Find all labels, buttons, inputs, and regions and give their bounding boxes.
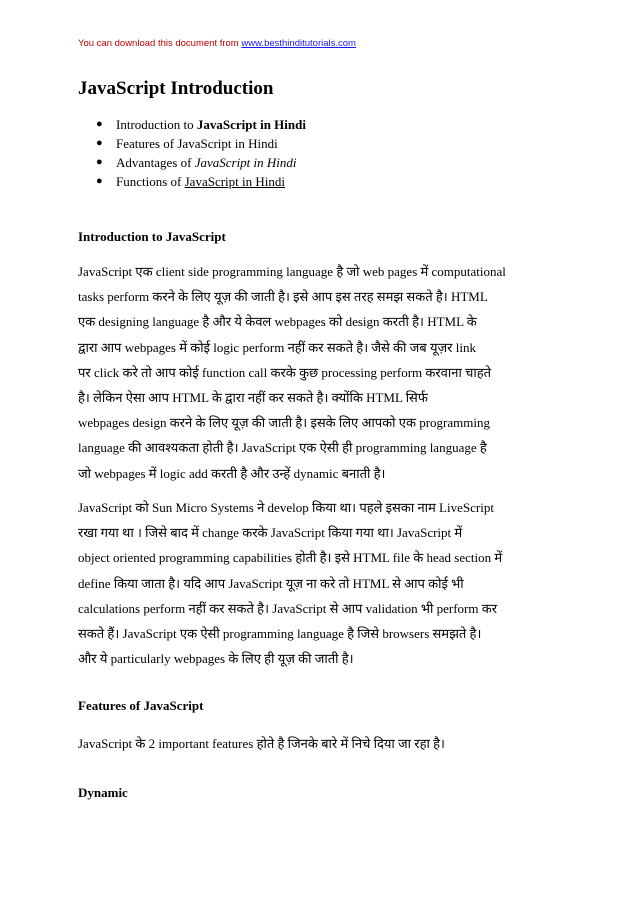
paragraph-line: JavaScript एक client side programming language है जो web pages में computational xyxy=(78,264,506,279)
paragraph-line: है। लेकिन ऐसा आप HTML के द्वारा नहीं कर सकते है। क्योंकि HTML सिर्फ xyxy=(78,389,428,405)
toc-item-emphasis: JavaScript in Hindi xyxy=(194,155,297,170)
toc-item-features[interactable] xyxy=(96,134,306,153)
intro-paragraph-1 xyxy=(78,259,564,486)
paragraph-line: object oriented programming capabilities होती है। इसे HTML file के head section में xyxy=(78,550,503,566)
paragraph-line: द्वारा आप webpages में कोई logic perform नहीं कर सकते है। जैसे की जब यूज़र link xyxy=(78,339,476,355)
bullet-icon: ● xyxy=(96,118,103,130)
section-heading-features: Features of JavaScript xyxy=(78,698,204,713)
paragraph-line: calculations perform नहीं कर सकते है। JavaScript से आप validation भी perform कर xyxy=(78,600,498,616)
bullet-icon: ● xyxy=(96,137,103,149)
paragraph-line: पर click करे तो आप कोई function call करके कुछ processing perform करवाना चाहते xyxy=(78,364,492,380)
paragraph-line: webpages design करने के लिए यूज़ की जाती है। इसके लिए आपको एक programming xyxy=(78,415,490,431)
toc-item-prefix: Functions of xyxy=(116,174,185,189)
paragraph-line: रखा गया था । जिसे बाद में change करके JavaScript किया गया था। JavaScript में xyxy=(78,525,463,541)
toc-item-emphasis: JavaScript in Hindi xyxy=(196,117,306,132)
paragraph-line: सकते हैं। JavaScript एक ऐसी programming language है जिसे browsers समझते है। xyxy=(78,625,482,641)
paragraph-line: एक designing language है और ये केवल webpages को design करती है। HTML के xyxy=(78,314,477,330)
bullet-icon: ● xyxy=(96,156,103,168)
toc-item-functions[interactable] xyxy=(96,172,306,191)
paragraph-line: और ये particularly webpages के लिए ही यूज़ की जाती है। xyxy=(78,651,354,667)
paragraph-line: tasks perform करने के लिए यूज़ की जाती है। इसे आप इस तरह समझ सकते है। HTML xyxy=(78,289,488,305)
toc-item-advantages[interactable] xyxy=(96,153,306,172)
toc-item-prefix: Advantages of xyxy=(116,155,195,170)
toc-item-prefix: Features of JavaScript in Hindi xyxy=(116,136,278,151)
bullet-icon: ● xyxy=(96,175,103,187)
toc-item-introduction[interactable] xyxy=(96,115,306,134)
section-heading-dynamic: Dynamic xyxy=(78,785,128,800)
section-heading-introduction: Introduction to JavaScript xyxy=(78,229,226,244)
intro-paragraph-2 xyxy=(78,495,564,671)
paragraph-line: जो webpages में logic add करती है और उन्हें dynamic बनाती है। xyxy=(78,465,386,481)
toc-item-emphasis: JavaScript in Hindi xyxy=(184,174,286,189)
features-paragraph xyxy=(78,731,564,756)
paragraph-line: language की आवश्यकता होती है। JavaScript एक ऐसी ही programming language है xyxy=(78,440,487,456)
toc-item-prefix: Introduction to xyxy=(116,117,197,132)
page-title: JavaScript Introduction xyxy=(78,78,274,99)
paragraph-line: JavaScript के 2 important features होते है जिनके बारे में निचे दिया जा रहा है। xyxy=(78,736,445,751)
paragraph-line: JavaScript को Sun Micro Systems ने develop किया था। पहले इसका नाम LiveScript xyxy=(78,500,494,515)
paragraph-line: define किया जाता है। यदि आप JavaScript यूज़ ना करे तो HTML से आप कोई भी xyxy=(78,575,464,591)
download-link[interactable]: www.besthinditutorials.com xyxy=(241,38,356,49)
table-of-contents xyxy=(96,115,306,191)
download-note-text: You can download this document from xyxy=(78,38,242,49)
download-note xyxy=(78,38,356,49)
